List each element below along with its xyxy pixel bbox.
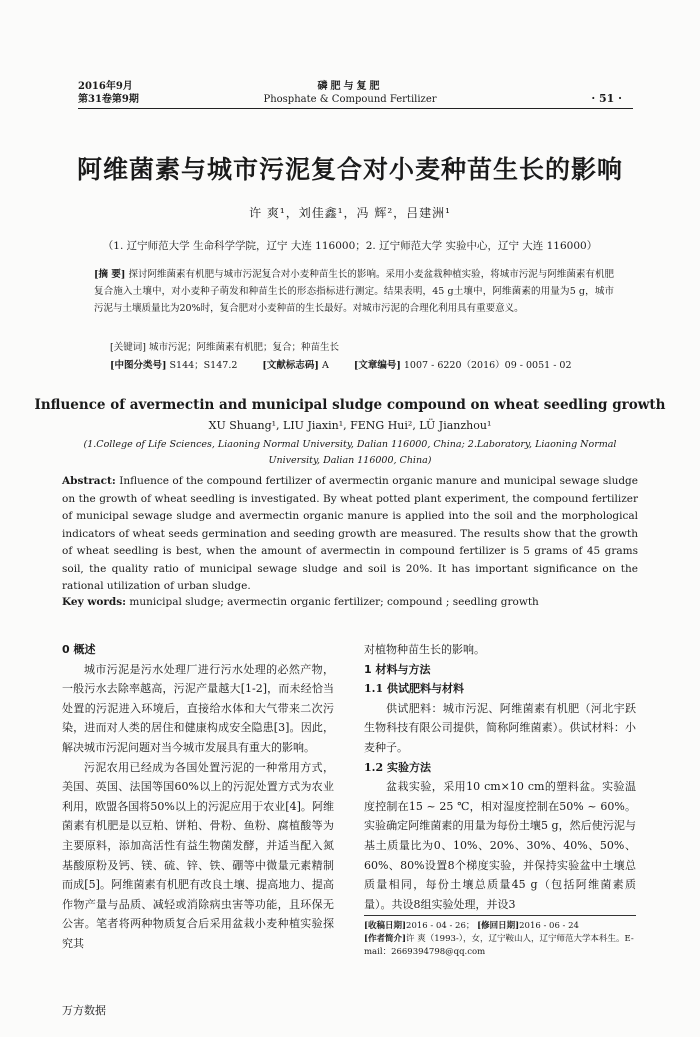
keywords-cn-label: [关键词] bbox=[110, 342, 146, 353]
body-column-left bbox=[62, 640, 334, 954]
authors-cn: 许 爽¹，刘佳鑫¹，冯 辉²，吕建洲¹ bbox=[249, 206, 451, 220]
body-column-right bbox=[364, 640, 636, 914]
watermark: 万方数据 bbox=[62, 1004, 106, 1017]
header-divider bbox=[78, 108, 633, 109]
authors-en: XU Shuang¹, LIU Jiaxin¹, FENG Hui², LÜ Jianzhou¹ bbox=[208, 419, 492, 432]
article-title-en: Influence of avermectin and municipal sludge compound on wheat seedling growth bbox=[34, 397, 666, 413]
subsection-heading-1-1: 1.1 供试肥料与材料 bbox=[364, 682, 464, 696]
paragraph: 盆栽实验，采用10 cm×10 cm的塑料盆。实验温度控制在15 ~ 25 ℃，相对湿度控制在50% ~ 60%。实验确定阿维菌素的用量为每份土壤5 g，然后使污泥与基土质量比为0、10%、20%、30%、40%、50%、60%、80%设置8个梯度实验，并保持实验盆中土壤总质量相同，每份土壤总质量45 g（包括阿维菌素质量）。共设8组实验处理，并设3 bbox=[364, 780, 636, 911]
abstract-en bbox=[62, 473, 638, 596]
classification-row bbox=[110, 357, 630, 371]
keywords-en bbox=[62, 596, 638, 608]
paragraph-continuation: 对植物种苗生长的影响。 bbox=[364, 643, 485, 656]
section-heading-1: 1 材料与方法 bbox=[364, 662, 431, 676]
footnote bbox=[364, 915, 636, 959]
paragraph: 污泥农用已经成为各国处置污泥的一种常用方式，美国、英国、法国等国60%以上的污泥处置方式为农业利用，欧盟各国将50%以上的污泥应用于农业[4]。阿维菌素有机肥是以豆粕、饼粕、骨粉、鱼粉、腐植酸等为主要原料，添加高活性有益生物菌发酵，并适当配入氮基酸原粉及钙、镁、硫、锌、铁、硼等中微量元素精制而成[5]。阿维菌素有机肥有改良土壤、提高地力、提高作物产量与品质、减轻或消除病虫害等功能，且环保无公害。笔者将两种物质复合后采用盆栽小麦种植实验探究其 bbox=[62, 760, 334, 950]
article-title-cn: 阿维菌素与城市污泥复合对小麦种苗生长的影响 bbox=[76, 155, 623, 184]
journal-name-en: Phosphate & Compound Fertilizer bbox=[263, 94, 437, 105]
subsection-heading-1-2: 1.2 实验方法 bbox=[364, 760, 431, 774]
keywords-cn bbox=[110, 339, 620, 356]
keywords-cn-text: 城市污泥；阿维菌素有机肥；复合；种苗生长 bbox=[148, 342, 339, 353]
abstract-cn bbox=[94, 266, 614, 317]
clc-number: [中图分类号] S144；S147.2 bbox=[110, 360, 238, 371]
section-heading-0: 0 概述 bbox=[62, 643, 96, 656]
document-code: [文献标志码] A bbox=[262, 360, 329, 371]
article-id: [文章编号] 1007 - 6220（2016）09 - 0051 - 02 bbox=[353, 360, 572, 371]
paragraph: 供试肥料：城市污泥、阿维菌素有机肥（河北宇跃生物科技有限公司提供，简称阿维菌素）。供试材料：小麦种子。 bbox=[364, 701, 636, 754]
affiliation-en: (1.College of Life Sciences, Liaoning Normal University, Dalian 116000, China; 2.Laboratory, Liaoning Normal University, Dalian 116000, China) bbox=[83, 439, 617, 466]
footnote-author-bio: [作者简介]许 爽（1993-），女，辽宁鞍山人，辽宁师范大学本科生。E-mail：2669394798@qq.com bbox=[364, 934, 634, 957]
paragraph: 城市污泥是污水处理厂进行污水处理的必然产物，一般污水去除率越高，污泥产量越大[1-2]，而未经恰当处置的污泥进入环境后，直接给水体和大气带来二次污染，进而对人类的居住和健康构成安全隐患[3]。因此，解决城市污泥问题对当今城市发展具有重大的影响。 bbox=[62, 662, 334, 754]
keywords-en-label: Key words: bbox=[62, 596, 127, 608]
keywords-en-text: municipal sludge; avermectin organic fertilizer; compound ; seedling growth bbox=[129, 596, 539, 608]
abstract-en-text: Influence of the compound fertilizer of avermectin organic manure and municipal sewage sludge on the growth of wheat seedling is investigated. By wheat potted plant experiment, the compound fertilizer of municipal sewage sludge and avermectin organic manure is applied into the soil and the morphological indicators of wheat seeds germination and seeding growth are measured. The results show that the growth of wheat seedling is best, when the amount of avermectin in compound fertilizer is 5 grams of 45 grams soil, the quality ratio of municipal sewage sludge and soil is 20%. It has important significance on the rational utilization of urban sludge. bbox=[62, 475, 638, 592]
abstract-cn-text: 探讨阿维菌素有机肥与城市污泥复合对小麦种苗生长的影响。采用小麦盆栽种植实验，将城市污泥与阿维菌素有机肥复合施入土壤中，对小麦种子萌发和种苗生长的形态指标进行测定。结果表明，45 g土壤中，阿维菌素的用量为5 g，城市污泥与土壤质量比为20%时，复合肥对小麦种苗的生长最好。对城市污泥的合理化利用具有重要意义。 bbox=[94, 269, 614, 314]
affiliation-cn: （1. 辽宁师范大学 生命科学学院，辽宁 大连 116000；2. 辽宁师范大学 实验中心，辽宁 大连 116000） bbox=[102, 240, 598, 252]
issue-date: 2016年9月 bbox=[78, 81, 133, 92]
journal-name-cn: 磷肥与复肥 bbox=[317, 81, 383, 92]
abstract-en-label: Abstract: bbox=[62, 475, 116, 487]
footnote-dates: [收稿日期]2016 - 04 - 26； [修回日期]2016 - 06 - 24 bbox=[364, 921, 579, 931]
issue-volume: 第31卷第9期 bbox=[78, 94, 139, 105]
abstract-cn-label: [摘 要] bbox=[94, 269, 126, 280]
page-number: · 51 · bbox=[591, 92, 622, 105]
